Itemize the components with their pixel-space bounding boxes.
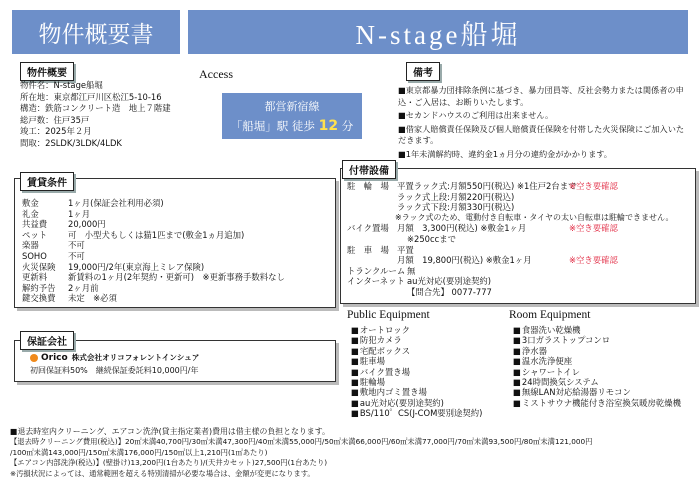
lease-key: 解約予告 [22,282,56,293]
notes-label: 備考 [406,62,440,81]
lease-key: 更新料 [22,272,48,283]
walk-minutes: 12 [318,118,339,134]
public-equipment-item: ■ 敷地内ゴミ置き場 [351,387,482,397]
overview-list [20,80,171,150]
access-station-text: 「船堀」駅 徒歩 [230,119,315,133]
public-equipment-item: ■ オートロック [351,325,482,335]
facility-value: 月額 3,300円(税込) ※敷金1ヶ月 [397,223,527,234]
facility-key: バイク置場 [347,223,389,234]
room-equipment-item: ■ 3口ガラストップコンロ [513,335,681,345]
availability-note: ※空き要確認 [569,181,618,191]
overview-line: 竣工：2025年２月 [20,126,92,137]
guarantee-fee: 初回保証料50% 継続保証委託料10,000円/年 [30,366,199,375]
doc-type-title: 物件概要書 [38,21,154,47]
guarantee-company-row [30,352,199,363]
facility-value: 平置 [397,244,414,255]
room-equipment-item: ■ ミストサウナ機能付き浴室換気暖房乾燥機 [513,398,681,408]
facility-value: 平置ラック式:月額550円(税込) ※1住戸2台まで [397,181,577,191]
public-equipment-item: ■ バイク置き場 [351,367,482,377]
room-equipment-item: ■ 24時間換気システム [513,377,681,387]
room-equipment-list [513,325,681,408]
lease-key: SOHO [22,250,47,261]
lease-table [22,198,285,304]
property-name-title: N-stage船堀 [355,19,521,50]
rack-note: ※ラック式のため、電動付き自転車・タイヤの太い自転車は駐輪できません。 [395,212,674,222]
lease-key: 敷金 [22,198,39,208]
facility-value: au光対応(要別途契約) [407,276,491,287]
note-item: ■東京都暴力団排除条例に基づき、暴力団員等、反社会勢力または関係者の申込・ご入居は、お断りいたします。 [398,85,684,107]
public-equipment-list [351,325,482,419]
lease-key: 礼金 [22,208,39,219]
facility-key: 駐 輪 場 [347,181,389,191]
facility-value: ラック式上段:月額220円(税込) [397,191,515,202]
facility-key: インターネット [347,276,405,287]
lease-row [22,230,285,241]
overview-line: 間取：2SLDK/3LDK/4LDK [20,137,122,148]
access-line: 都営新宿線 [264,100,320,113]
lease-row [22,240,285,251]
lease-row [22,272,285,283]
lease-value: 不可 [68,250,85,261]
facility-key: トランクルーム [347,265,406,276]
note-item: ■借家人賠償責任保険及び個人賠償責任保険を付帯した火災保険にご加入いただきます。 [398,123,685,146]
facility-value: 【問合先】 0077-777 [407,286,492,297]
footer-notes [10,427,592,479]
notes-list [398,85,692,161]
footer-line: ■退去時室内クリーニング、エアコン洗浄(貸主指定業者)費用は借主様の負担となります。 [10,427,330,436]
facility-value: 無 [407,265,416,276]
room-equipment-item: ■ 浄水器 [513,346,681,356]
footer-line: 【エアコン内部洗浄(税込)】(壁掛け)13,200円(1台あたり)/(天井カセット)27,500円(1台あたり) [10,458,328,468]
facility-value: ラック式下段:月額330円(税込) [397,202,515,213]
lease-value: 2ヶ月前 [68,282,99,293]
lease-value: 可 小型犬もしくは猫1匹まで(敷金1ヵ月追加) [68,229,245,240]
room-equipment-heading: Room Equipment [509,309,591,321]
lease-value: 新賃料の1ヶ月(2年契約・更新可) ※更新事務手数料なし [68,272,285,283]
lease-row [22,262,285,273]
facility-sub: ※250ccまで [407,233,456,244]
lease-row [22,283,285,294]
footer-line: ※汚損状況によっては、通常範囲を超える特別清掃が必要な場合は、金額が変更になります。 [10,468,315,478]
room-equipment-item: ■ 無線LAN対応給湯器リモコン [513,387,681,397]
room-equipment-item: ■ 温水洗浄便座 [513,356,681,366]
lease-value: 19,000円/2年(東京海上ミレア保険) [68,261,205,272]
access-heading: Access [199,67,233,81]
lease-value: 未定 ※必須 [68,293,117,304]
lease-value: 1ヶ月(保証会社利用必須) [68,198,164,208]
doc-type-banner [12,10,180,54]
orico-logo-icon [30,354,38,362]
guarantee-company-name: 株式会社オリコフォレントインシュア [71,353,200,362]
overview-line: 構造：鉄筋コンクリート造 地上７階建 [20,103,171,114]
public-equipment-item: ■ au光対応(要別途契約) [351,398,482,408]
footer-line: 【退去時クリーニング費用(税込)】20㎡未満40,700円/30㎡未満47,300円/40㎡未満55,000円/50㎡未満66,000円/60㎡未満77,000円/70㎡未満93,500円/80㎡未満121,000円 [10,437,593,447]
facility-value: 月額 19,800円(税込) ※敷金1ヶ月 [397,255,532,266]
public-equipment-item: ■ 駐車場 [351,356,482,366]
public-equipment-item: ■ 駐輪場 [351,377,482,387]
facilities-table [347,181,674,298]
facilities-label: 付帯設備 [342,160,396,179]
guarantee-label: 保証会社 [20,331,74,350]
property-name-banner [188,10,688,54]
public-equipment-item: ■ 宅配ボックス [351,346,482,356]
room-equipment-item: ■ 食器洗い乾燥機 [513,325,681,335]
footer-line: /100㎡未満143,000円/150㎡未満176,000円/150㎡以上1,210円(1㎡あたり) [10,447,268,457]
lease-key: ペット [22,229,48,240]
lease-value: 1ヶ月 [68,208,91,219]
lease-label: 賃貸条件 [20,172,74,191]
lease-value: 不可 [68,240,85,251]
walk-unit: 分 [341,119,354,133]
lease-key: 鍵交換費 [22,293,56,304]
overview-line: 物件名：N-stage船堀 [20,80,103,90]
lease-row [22,251,285,262]
room-equipment-item: ■ シャワートイレ [513,367,681,377]
note-item: ■セカンドハウスのご利用は出来ません。 [398,110,554,121]
lease-key: 楽器 [22,240,39,251]
lease-key: 火災保険 [22,261,56,272]
overview-line: 所在地：東京都江戸川区松江5-10-16 [20,91,162,102]
availability-note: ※空き要確認 [569,223,618,234]
facility-key: 駐 車 場 [347,244,389,255]
availability-note: ※空き要確認 [569,255,618,266]
lease-row [22,219,285,230]
lease-row [22,209,285,220]
access-station [222,118,362,134]
lease-value: 20,000円 [68,219,106,230]
overview-label: 物件概要 [20,62,74,81]
access-box [222,93,362,139]
overview-line: 総戸数：住戸35戸 [20,114,90,125]
public-equipment-item: ■ 防犯カメラ [351,335,482,345]
lease-key: 共益費 [22,219,48,230]
note-item: ■1年未満解約時、違約金1ヵ月分の違約金がかかります。 [398,148,612,159]
public-equipment-item: ■ BS/110゜CS(J-COM要別途契約) [351,408,482,418]
orico-brand: Orico [41,352,68,363]
public-equipment-heading: Public Equipment [347,309,430,321]
lease-row [22,293,285,304]
lease-row [22,198,285,209]
